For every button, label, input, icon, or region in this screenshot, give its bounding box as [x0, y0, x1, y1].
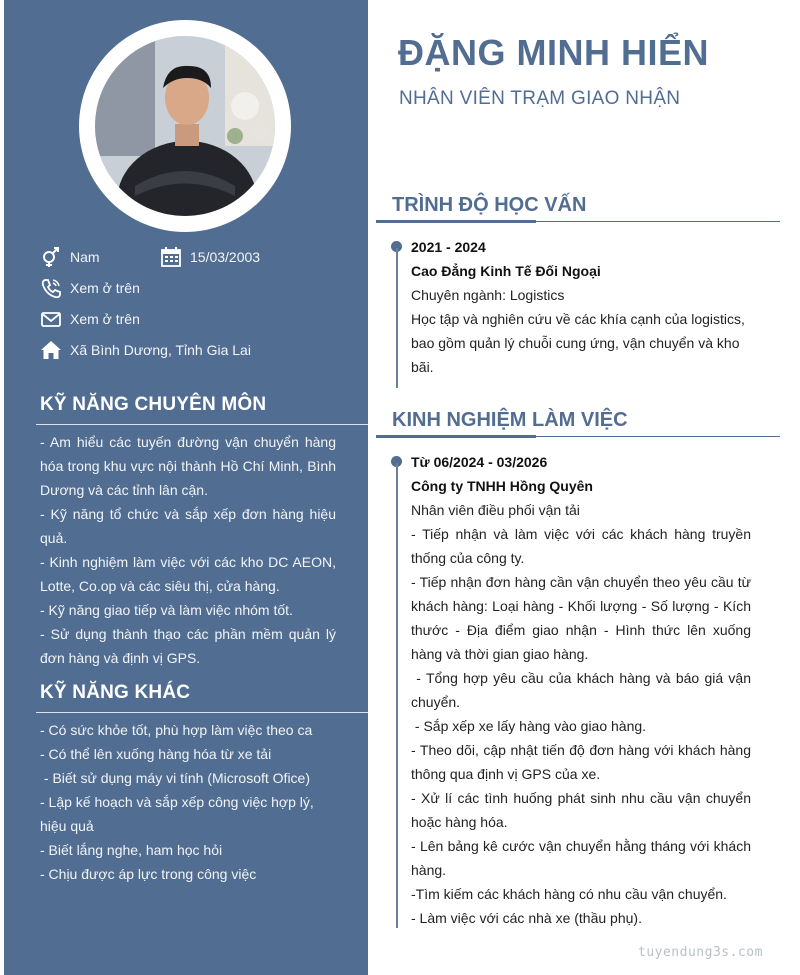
list-item: - Biết sử dụng máy vi tính (Microsoft Ofice)	[40, 770, 311, 786]
profile-photo	[95, 36, 275, 216]
list-item: - Tổng hợp yêu cầu của khách hàng và báo giá vận chuyển.	[411, 670, 755, 710]
list-item: - Sắp xếp xe lấy hàng vào giao hàng.	[411, 718, 647, 734]
list-item: - Am hiểu các tuyến đường vận chuyển hàng hóa trong khu vực nội thành Hồ Chí Minh, Bình Dương và các tỉnh lân cận.	[40, 434, 336, 498]
skills-professional-list	[40, 430, 336, 670]
phone-value: Xem ở trên	[70, 280, 140, 296]
experience-company: Công ty TNHH Hồng Quyên	[411, 478, 593, 494]
mail-icon	[40, 308, 62, 330]
list-item: - Có thể lên xuống hàng hóa từ xe tải	[40, 746, 272, 762]
list-item: - Chịu được áp lực trong công việc	[40, 866, 257, 882]
skills-other-divider	[36, 712, 368, 713]
experience-date: Từ 06/2024 - 03/2026	[411, 454, 548, 470]
skills-other-heading: KỸ NĂNG KHÁC	[40, 682, 191, 703]
list-item: - Xử lí các tình huống phát sinh nhu cầu vận chuyển hoặc hàng hóa.	[411, 790, 751, 830]
list-item: - Có sức khỏe tốt, phù hợp làm việc theo ca	[40, 722, 313, 738]
calendar-icon	[160, 246, 182, 268]
education-major: Chuyên ngành: Logistics	[411, 287, 565, 303]
candidate-name: ĐẶNG MINH HIỂN	[398, 32, 709, 73]
list-item: - Tiếp nhận và làm việc với các khách hàng truyền thống của công ty.	[411, 526, 751, 566]
list-item: - Kỹ năng giao tiếp và làm việc nhóm tốt.	[40, 602, 293, 618]
gender-row	[40, 246, 100, 268]
home-icon	[40, 339, 62, 361]
birthdate-row	[160, 246, 260, 268]
email-value: Xem ở trên	[70, 311, 140, 327]
education-divider	[376, 221, 780, 222]
sidebar	[4, 0, 368, 975]
education-heading: TRÌNH ĐỘ HỌC VẤN	[392, 194, 587, 216]
list-item: - Làm việc với các nhà xe (thầu phụ).	[411, 910, 642, 926]
address-value: Xã Bình Dương, Tỉnh Gia Lai	[70, 342, 251, 358]
education-school: Cao Đẳng Kinh Tế Đối Ngoại	[411, 263, 601, 279]
list-item: -Tìm kiếm các khách hàng có nhu cầu vận chuyển.	[411, 886, 727, 902]
skills-other-list	[40, 718, 336, 886]
skills-professional-heading: KỸ NĂNG CHUYÊN MÔN	[40, 394, 267, 415]
skills-professional-divider	[36, 424, 368, 425]
list-item: - Lên bảng kê cước vận chuyển hằng tháng với khách hàng.	[411, 838, 751, 878]
education-timeline-line	[396, 248, 398, 388]
gender-icon	[40, 246, 62, 268]
list-item: - Kỹ năng tổ chức và sắp xếp đơn hàng hiệu quả.	[40, 506, 336, 546]
profile-photo-frame	[79, 20, 291, 232]
experience-position: Nhân viên điều phối vận tải	[411, 502, 580, 518]
gender-value: Nam	[70, 249, 100, 265]
list-item: - Lập kế hoạch và sắp xếp công việc hợp lý, hiệu quả	[40, 794, 314, 834]
phone-icon	[40, 277, 62, 299]
education-date: 2021 - 2024	[411, 239, 486, 255]
experience-heading: KINH NGHIỆM LÀM VIỆC	[392, 409, 628, 431]
candidate-role: NHÂN VIÊN TRẠM GIAO NHẬN	[399, 88, 681, 109]
list-item: - Theo dõi, cập nhật tiến độ đơn hàng với khách hàng thông qua định vị GPS của xe.	[411, 742, 751, 782]
list-item: - Biết lắng nghe, ham học hỏi	[40, 842, 223, 858]
email-row	[40, 308, 140, 330]
list-item: - Kinh nghiệm làm việc với các kho DC AEON, Lotte, Co.op và các siêu thị, cửa hàng.	[40, 554, 336, 594]
experience-divider	[376, 436, 780, 437]
list-item: - Tiếp nhận đơn hàng cần vận chuyển theo yêu cầu từ khách hàng: Loại hàng - Khối lượng - Số lượng - Kích thước - Địa điểm giao nhận - Hình thức lên xuống hàng và thời gian giao hàng.	[411, 574, 751, 662]
experience-entry	[411, 450, 755, 930]
experience-duties	[411, 522, 755, 930]
address-row	[40, 339, 251, 361]
education-description: Học tập và nghiên cứu về các khía cạnh của logistics, bao gồm quản lý chuỗi cung ứng, vận chuyển và kho bãi.	[411, 311, 745, 375]
birthdate-value: 15/03/2003	[190, 249, 261, 265]
phone-row	[40, 277, 140, 299]
education-entry	[411, 235, 747, 379]
experience-timeline-line	[396, 463, 398, 928]
list-item: - Sử dụng thành thạo các phần mềm quản lý đơn hàng và định vị GPS.	[40, 626, 336, 666]
watermark: tuyendung3s.com	[638, 945, 763, 960]
